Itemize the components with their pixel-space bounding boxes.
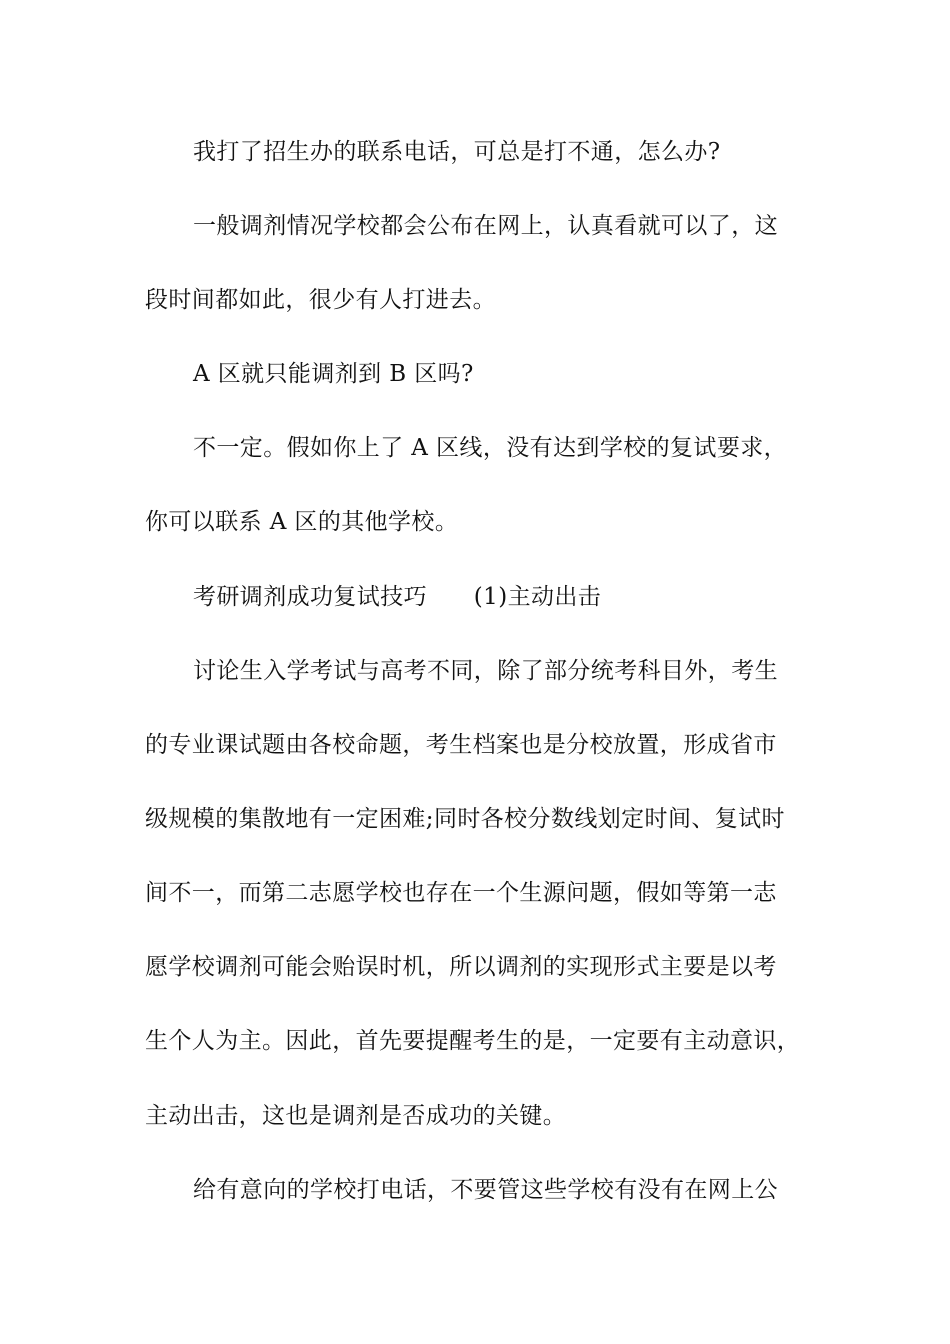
paragraph-line: 主动出击，这也是调剂是否成功的关键。 (145, 1103, 567, 1129)
paragraph-line: 给有意向的学校打电话，不要管这些学校有没有在网上公 (193, 1177, 778, 1203)
paragraph-line: 我打了招生办的联系电话，可总是打不通，怎么办? (193, 139, 721, 165)
section-heading: 考研调剂成功复试技巧 (1)主动出击 (193, 584, 602, 610)
paragraph-line: 间不一，而第二志愿学校也存在一个生源问题，假如等第一志 (145, 880, 777, 906)
paragraph-line: 的专业课试题由各校命题，考生档案也是分校放置，形成省市 (145, 732, 777, 758)
paragraph-line: 段时间都如此，很少有人打进去。 (145, 287, 496, 313)
paragraph-line: 一般调剂情况学校都会公布在网上，认真看就可以了，这 (193, 213, 778, 239)
paragraph-line: 讨论生入学考试与高考不同，除了部分统考科目外，考生 (193, 658, 778, 684)
paragraph-line: A 区就只能调剂到 B 区吗? (193, 361, 474, 387)
paragraph-line: 生个人为主。因此，首先要提醒考生的是，一定要有主动意识， (145, 1028, 801, 1054)
paragraph-line: 愿学校调剂可能会贻误时机，所以调剂的实现形式主要是以考 (145, 954, 777, 980)
paragraph-line: 你可以联系 A 区的其他学校。 (145, 509, 459, 535)
paragraph-line: 级规模的集散地有一定困难;同时各校分数线划定时间、复试时 (145, 806, 785, 832)
paragraph-line: 不一定。假如你上了 A 区线，没有达到学校的复试要求， (193, 435, 788, 461)
